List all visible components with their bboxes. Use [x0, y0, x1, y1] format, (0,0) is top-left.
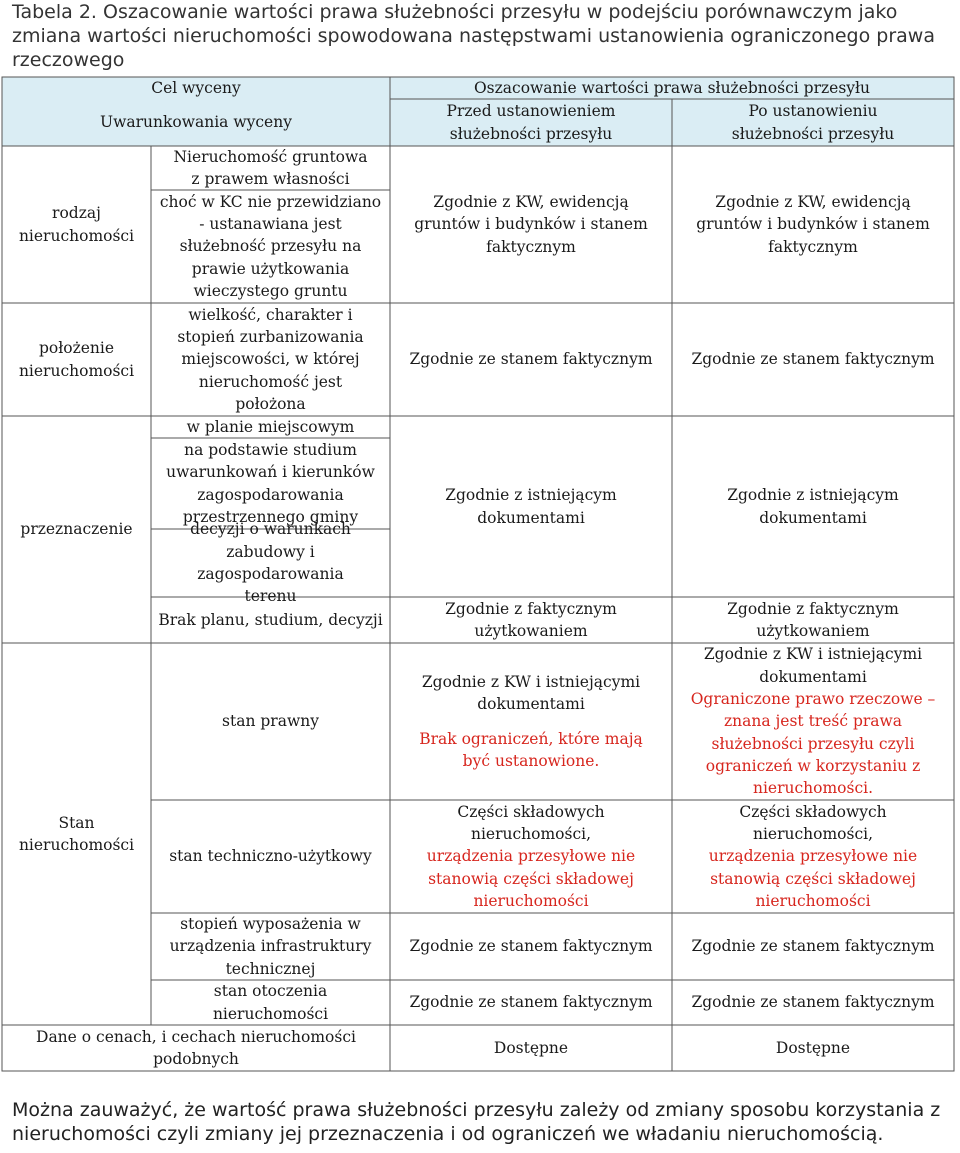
- stan-techniczny-before-text: Części składowych nieruchomości,: [457, 802, 605, 844]
- row-label-polozenie: położenie nieruchomości: [18, 339, 135, 380]
- row-label-stan: Stan nieruchomości: [18, 813, 135, 854]
- przeznaczenie-docs-after: Zgodnie z istniejącym dokumentami: [727, 486, 899, 527]
- przeznaczenie-sub-decyzja: decyzji o warunkach zabudowy i zagospodarowania terenu: [190, 520, 351, 606]
- stan-prawny-after: [672, 643, 954, 800]
- stan-techniczny-sub: stan techniczno-użytkowy: [169, 847, 372, 866]
- stan-prawny-sub: stan prawny: [222, 712, 319, 731]
- stan-otoczenie-sub: stan otoczenia nieruchomości: [212, 982, 329, 1023]
- stan-prawny-before-text: Zgodnie z KW i istniejącymi dokumentami: [421, 672, 641, 714]
- dane-before: Dostępne: [493, 1038, 569, 1057]
- header-estimate: Oszacowanie wartości prawa służebności przesyłu: [473, 78, 871, 97]
- przeznaczenie-sub-brak: Brak planu, studium, decyzji: [158, 610, 383, 629]
- stan-techniczny-before-note: urządzenia przesyłowe nie stanowią części składowej nieruchomości: [426, 847, 636, 910]
- stan-techniczny-after-note: urządzenia przesyłowe nie stanowią części składowej nieruchomości: [708, 847, 918, 910]
- polozenie-before: Zgodnie ze stanem faktycznym: [409, 350, 653, 369]
- row-label-przeznaczenie: przeznaczenie: [20, 520, 133, 539]
- header-conditions: Uwarunkowania wyceny: [100, 113, 292, 132]
- stan-wyposazenie-before: Zgodnie ze stanem faktycznym: [409, 937, 653, 956]
- przeznaczenie-sub-plan: w planie miejscowym: [186, 417, 355, 436]
- rodzaj-after: Zgodnie z KW, ewidencją gruntów i budynków i stanem faktycznym: [696, 193, 930, 256]
- header-purpose: Cel wyceny: [151, 78, 241, 97]
- dane-after: Dostępne: [775, 1038, 851, 1057]
- stan-techniczny-after-text: Części składowych nieruchomości,: [739, 802, 887, 844]
- stan-wyposazenie-after: Zgodnie ze stanem faktycznym: [691, 937, 935, 956]
- stan-otoczenie-before: Zgodnie ze stanem faktycznym: [409, 993, 653, 1012]
- polozenie-after: Zgodnie ze stanem faktycznym: [691, 350, 935, 369]
- przeznaczenie-use-before: Zgodnie z faktycznym użytkowaniem: [445, 599, 617, 640]
- stan-wyposazenie-sub: stopień wyposażenia w urządzenia infrastruktury technicznej: [169, 915, 372, 978]
- stan-otoczenie-after: Zgodnie ze stanem faktycznym: [691, 993, 935, 1012]
- row-label-rodzaj: rodzaj nieruchomości: [18, 204, 135, 245]
- table-caption: Tabela 2. Oszacowanie wartości prawa służebności przesyłu w podejściu porównawczym jako zmiana wartości nieruchomości spowodowana następstwami ustanowienia ograniczonego prawa rzeczowego: [12, 1, 935, 71]
- stan-prawny-before-note: Brak ograniczeń, które mają być ustanowione.: [419, 729, 643, 770]
- header-after: Po ustanowieniu służebności przesyłu: [731, 102, 895, 143]
- header-before: Przed ustanowieniem służebności przesyłu: [446, 102, 616, 143]
- stan-prawny-after-text: Zgodnie z KW i istniejącymi dokumentami: [703, 645, 923, 686]
- stan-prawny-before: [390, 643, 672, 800]
- przeznaczenie-docs-before: Zgodnie z istniejącym dokumentami: [445, 486, 617, 527]
- rodzaj-sub-perpetual-usufruct: choć w KC nie przewidziano - ustanawiana jest służebność przesyłu na prawie użytkowania wieczystego gruntu: [159, 192, 382, 300]
- stan-techniczny-before: [390, 800, 672, 913]
- polozenie-sub: wielkość, charakter i stopień zurbanizowania miejscowości, w której nieruchomość jest położona: [177, 305, 364, 413]
- footnote-paragraph: Można zauważyć, że wartość prawa służebności przesyłu zależy od zmiany sposobu korzystania z nieruchomości czyli zmiany jej przeznaczenia i od ograniczeń we władaniu nieruchomością.: [12, 1099, 941, 1145]
- rodzaj-before: Zgodnie z KW, ewidencją gruntów i budynków i stanem faktycznym: [414, 193, 648, 256]
- rodzaj-sub-ownership: Nieruchomość gruntowa z prawem własności: [173, 147, 368, 188]
- row-label-dane: Dane o cenach, i cechach nieruchomości podobnych: [36, 1027, 356, 1068]
- stan-prawny-after-note: Ograniczone prawo rzeczowe – znana jest treść prawa służebności przesyłu czyli ograniczeń w korzystaniu z nieruchomości.: [690, 690, 936, 798]
- przeznaczenie-sub-studium: na podstawie studium uwarunkowań i kierunków zagospodarowania przestrzennego gminy: [166, 440, 375, 526]
- przeznaczenie-use-after: Zgodnie z faktycznym użytkowaniem: [727, 599, 899, 640]
- stan-techniczny-after: [672, 800, 954, 913]
